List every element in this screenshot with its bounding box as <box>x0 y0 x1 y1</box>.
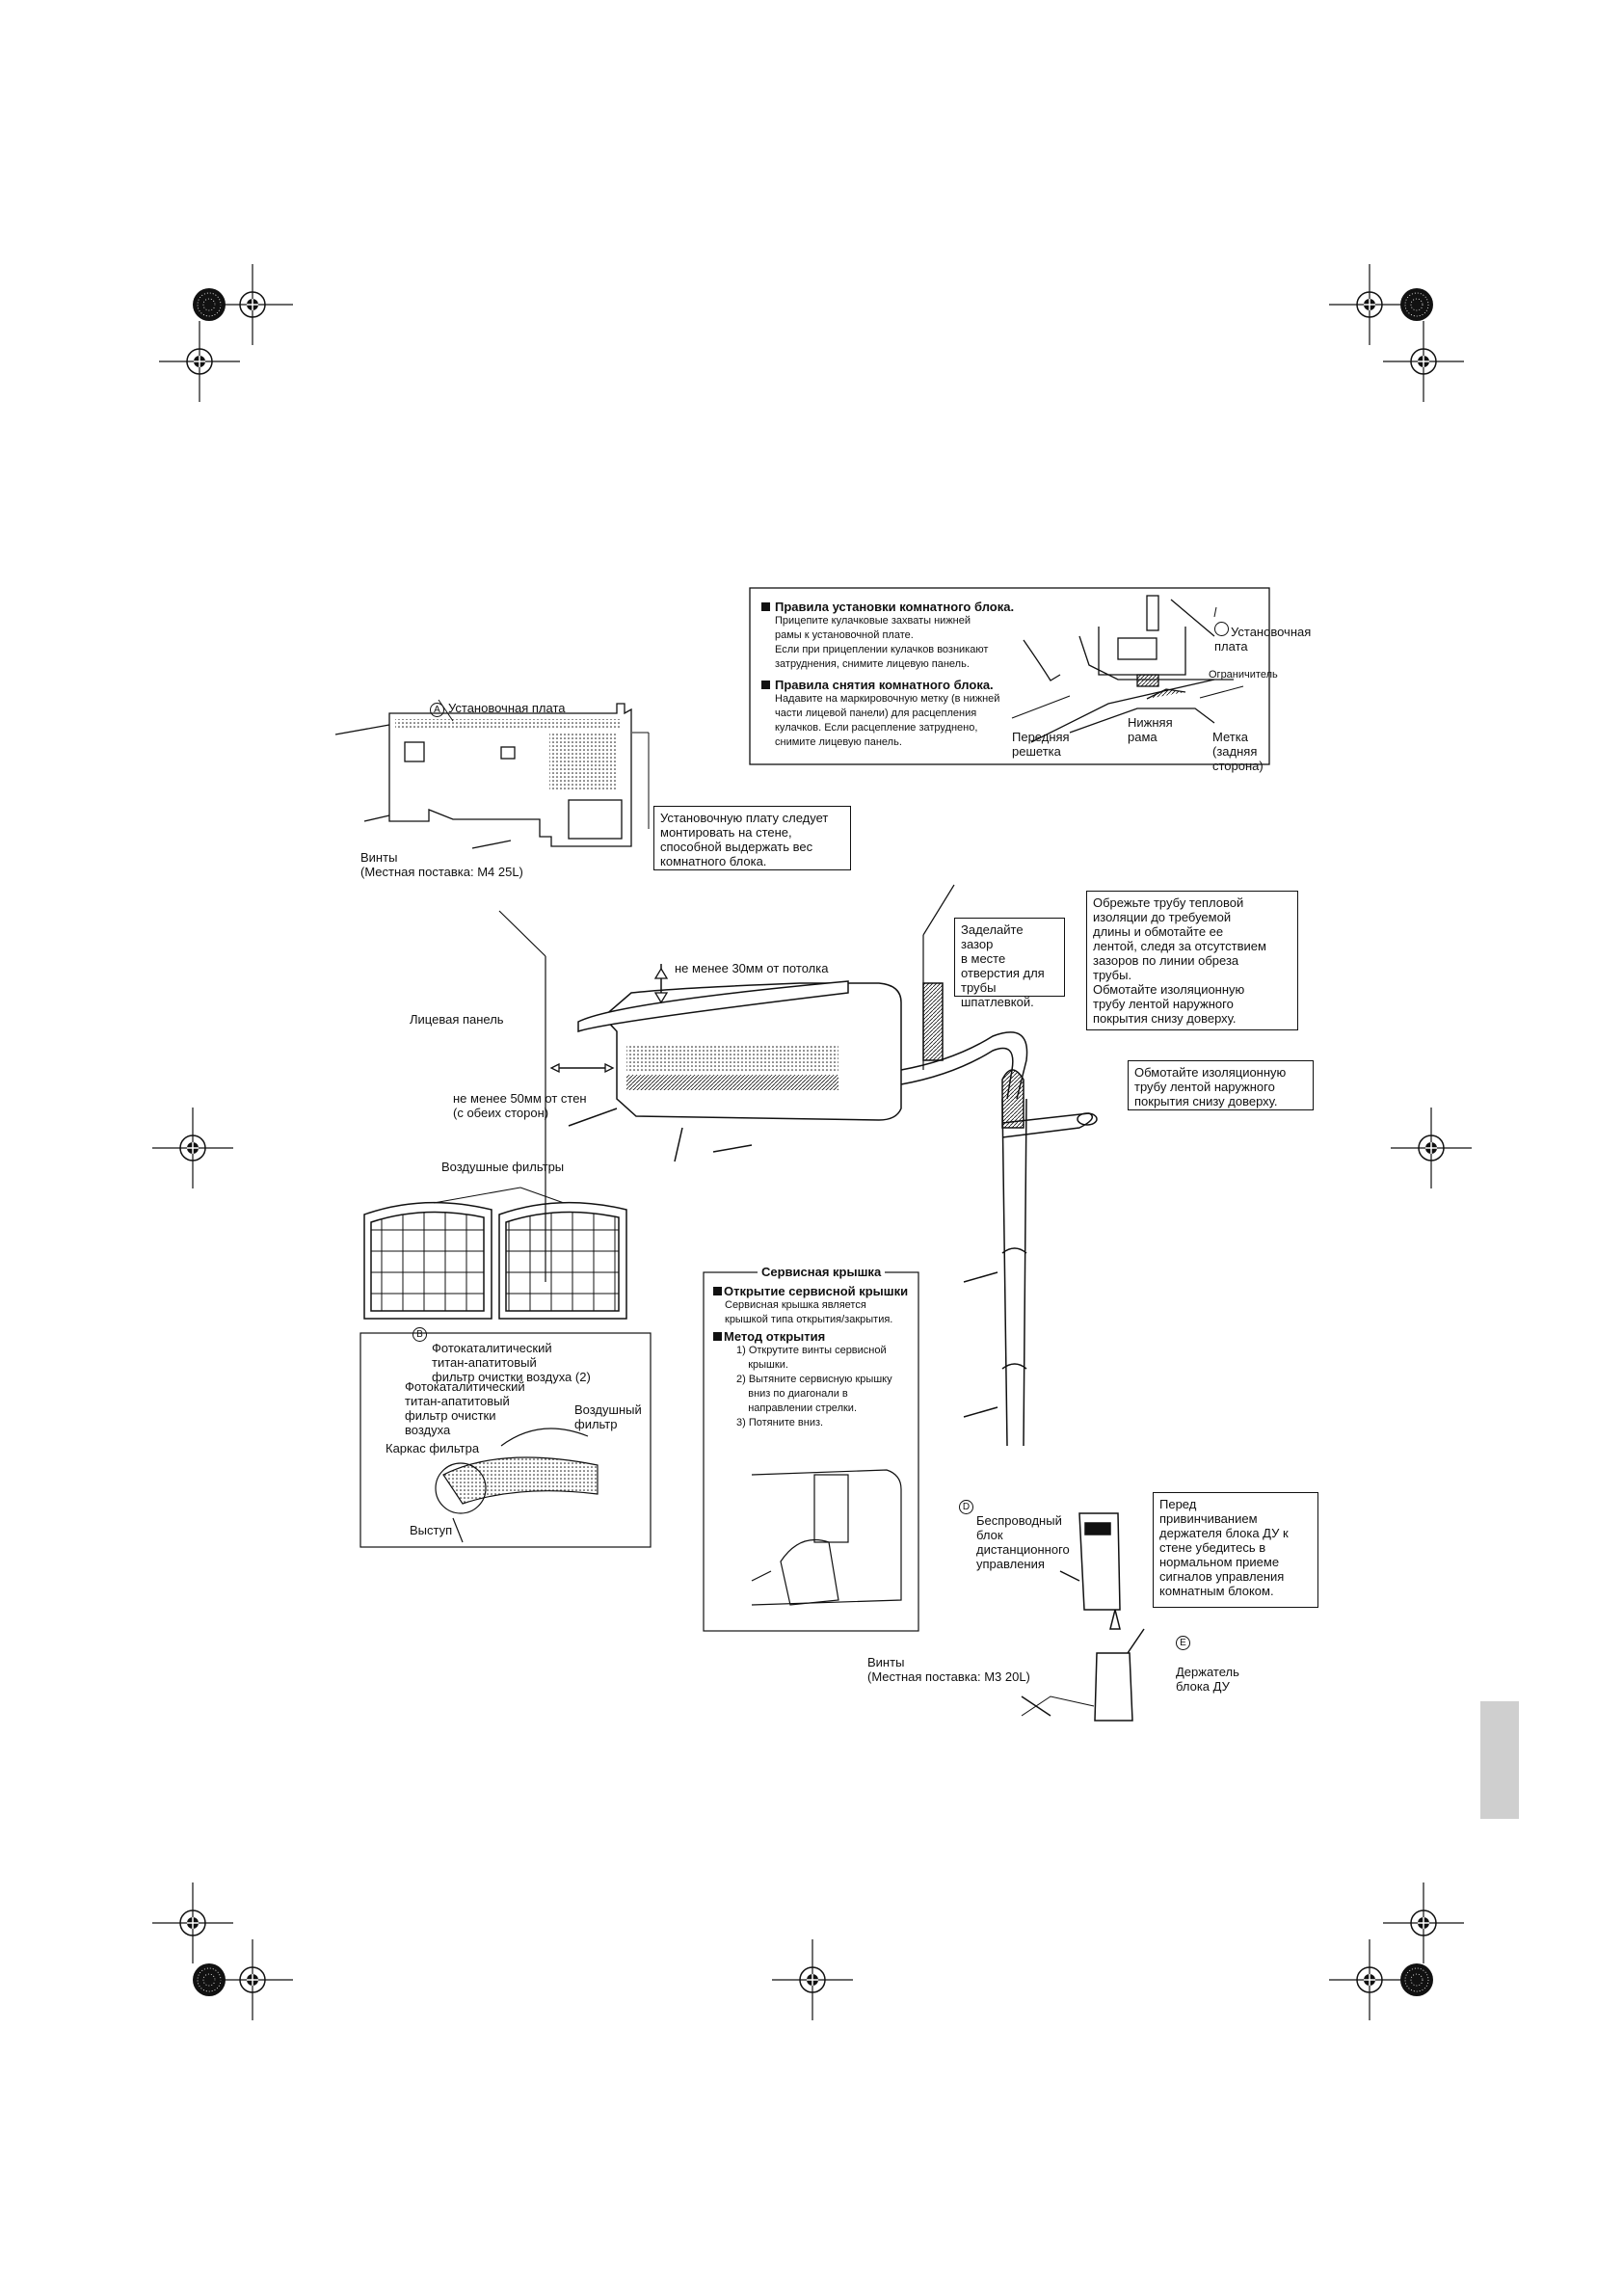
install-heading: Правила установки комнатного блока. <box>761 600 1041 614</box>
remote-screws-label: Винты (Местная поставка: M3 20L) <box>867 1655 1030 1684</box>
air-filters-drawing <box>364 1188 626 1319</box>
tab-label: Выступ <box>410 1523 453 1537</box>
letter-d-icon: D <box>959 1500 973 1514</box>
letter-a-icon: A <box>430 703 444 717</box>
mounting-plate-drawing <box>335 700 649 848</box>
square-bullet-icon <box>713 1287 722 1295</box>
install-plate-label: Установочная плата <box>1214 607 1311 654</box>
filter-frame-label: Каркас фильтра <box>386 1441 480 1455</box>
plate-note-callout: Установочную плату следует монтировать на стене, способной выдержать вес комнатного блока. <box>653 806 851 870</box>
pipe-cut-callout: Обрежьте трубу тепловой изоляции до требуемой длины и обмотайте ее лентой, следя за отсутствием зазоров по линии обреза трубы. Обмотайте изоляционную трубу лентой наружного покрытия снизу доверху. <box>1086 891 1298 1030</box>
open-method-heading: Метод открытия <box>713 1329 918 1344</box>
lower-frame-label: Нижняя рама <box>1128 715 1173 744</box>
plate-screws-label: Винты (Местная поставка: M4 25L) <box>360 850 523 879</box>
square-bullet-icon <box>761 602 770 611</box>
service-open-heading: Открытие сервисной крышки <box>713 1284 918 1298</box>
photocatalytic-filter-label: B Фотокаталитический титан-апатитовый фильтр очистки воздуха (2) <box>412 1326 591 1384</box>
square-bullet-icon <box>713 1332 722 1341</box>
registration-marks <box>152 264 1472 2020</box>
letter-b-icon: B <box>412 1327 427 1342</box>
photo-filter-sub-label: Фотокаталитический титан-апатитовый фильтр очистки воздуха <box>405 1379 525 1437</box>
gap-callout: Заделайте зазор в месте отверстия для трубы шпатлевкой. <box>954 918 1065 997</box>
service-open-text: Сервисная крышка является крышкой типа открытия/закрытия. <box>725 1299 893 1325</box>
air-filters-title: Воздушные фильтры <box>441 1160 565 1174</box>
service-text <box>713 1284 918 1430</box>
wall-clearance-label: не менее 50мм от стен (с обеих сторон) <box>453 1091 587 1120</box>
square-bullet-icon <box>761 681 770 689</box>
remove-heading: Правила снятия комнатного блока. <box>761 678 1041 692</box>
page-side-tab <box>1480 1701 1519 1819</box>
limiter-label: Ограничитель <box>1209 669 1278 681</box>
step-1: 1) Открутите винты сервисной крышки. <box>736 1345 887 1371</box>
blank-circle-icon <box>1214 622 1229 636</box>
remote-note-callout: Перед привинчиванием держателя блока ДУ к стене убедитесь в нормальном приеме сигналов управления комнатным блоком. <box>1153 1492 1318 1608</box>
remote-label: D Беспроводный блок дистанционного управления <box>959 1499 1070 1571</box>
holder-label: E Держатель блока ДУ <box>1176 1638 1239 1694</box>
wrap-callout: Обмотайте изоляционную трубу лентой наружного покрытия снизу доверху. <box>1128 1060 1314 1110</box>
front-panel-label: Лицевая панель <box>410 1012 504 1027</box>
front-grille-label: Передняя решетка <box>1012 730 1070 759</box>
air-filter-sub-label: Воздушный фильтр <box>574 1402 642 1431</box>
step-3: 3) Потяните вниз. <box>736 1417 824 1428</box>
mounting-plate-label: A Установочная плата <box>430 686 565 717</box>
step-2: 2) Вытяните сервисную крышку вниз по диагонали в направлении стрелки. <box>736 1374 892 1414</box>
letter-e-icon: E <box>1176 1636 1190 1650</box>
ceiling-clearance-label: не менее 30мм от потолка <box>675 961 829 975</box>
install-rules <box>761 600 1041 750</box>
service-cover-title: Сервисная крышка <box>758 1265 885 1279</box>
remove-text: Надавите на маркировочную метку (в нижней части лицевой панели) для расцепления кулачков. Если расцепление затруднено, снимите лицевую панель. <box>775 693 1000 748</box>
mark-label: Метка (задняя сторона) <box>1212 730 1264 773</box>
install-text: Прицепите кулачковые захваты нижней рамы к установочной плате. Если при прицеплении кулачков возникают затруднения, снимите лицевую панель. <box>775 615 989 670</box>
